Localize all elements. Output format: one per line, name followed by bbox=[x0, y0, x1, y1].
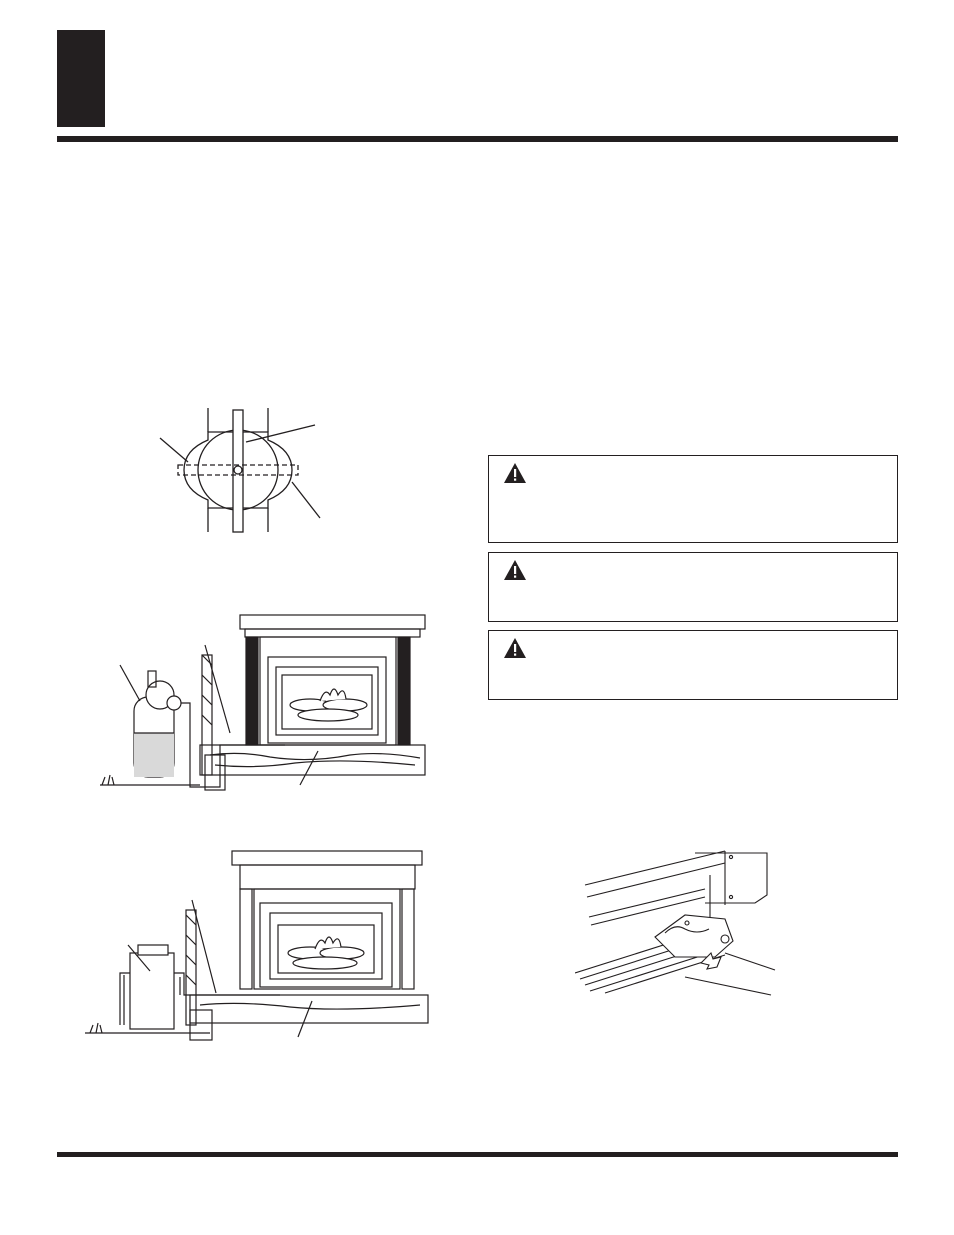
lp-tank-hookup-diagram bbox=[80, 845, 430, 1045]
header-rule bbox=[57, 136, 898, 142]
warning-triangle-icon bbox=[503, 559, 527, 581]
warning-triangle-icon bbox=[503, 462, 527, 484]
footer-rule bbox=[57, 1152, 898, 1157]
lp-cylinder-hookup-diagram bbox=[90, 605, 430, 800]
valve-position-diagram bbox=[150, 400, 330, 540]
warning-box-2 bbox=[488, 552, 898, 622]
warning-triangle-icon bbox=[503, 637, 527, 659]
section-tab bbox=[57, 30, 105, 127]
warning-box-1 bbox=[488, 455, 898, 543]
burner-bracket-detail-diagram bbox=[575, 845, 805, 1005]
warning-box-3 bbox=[488, 630, 898, 700]
